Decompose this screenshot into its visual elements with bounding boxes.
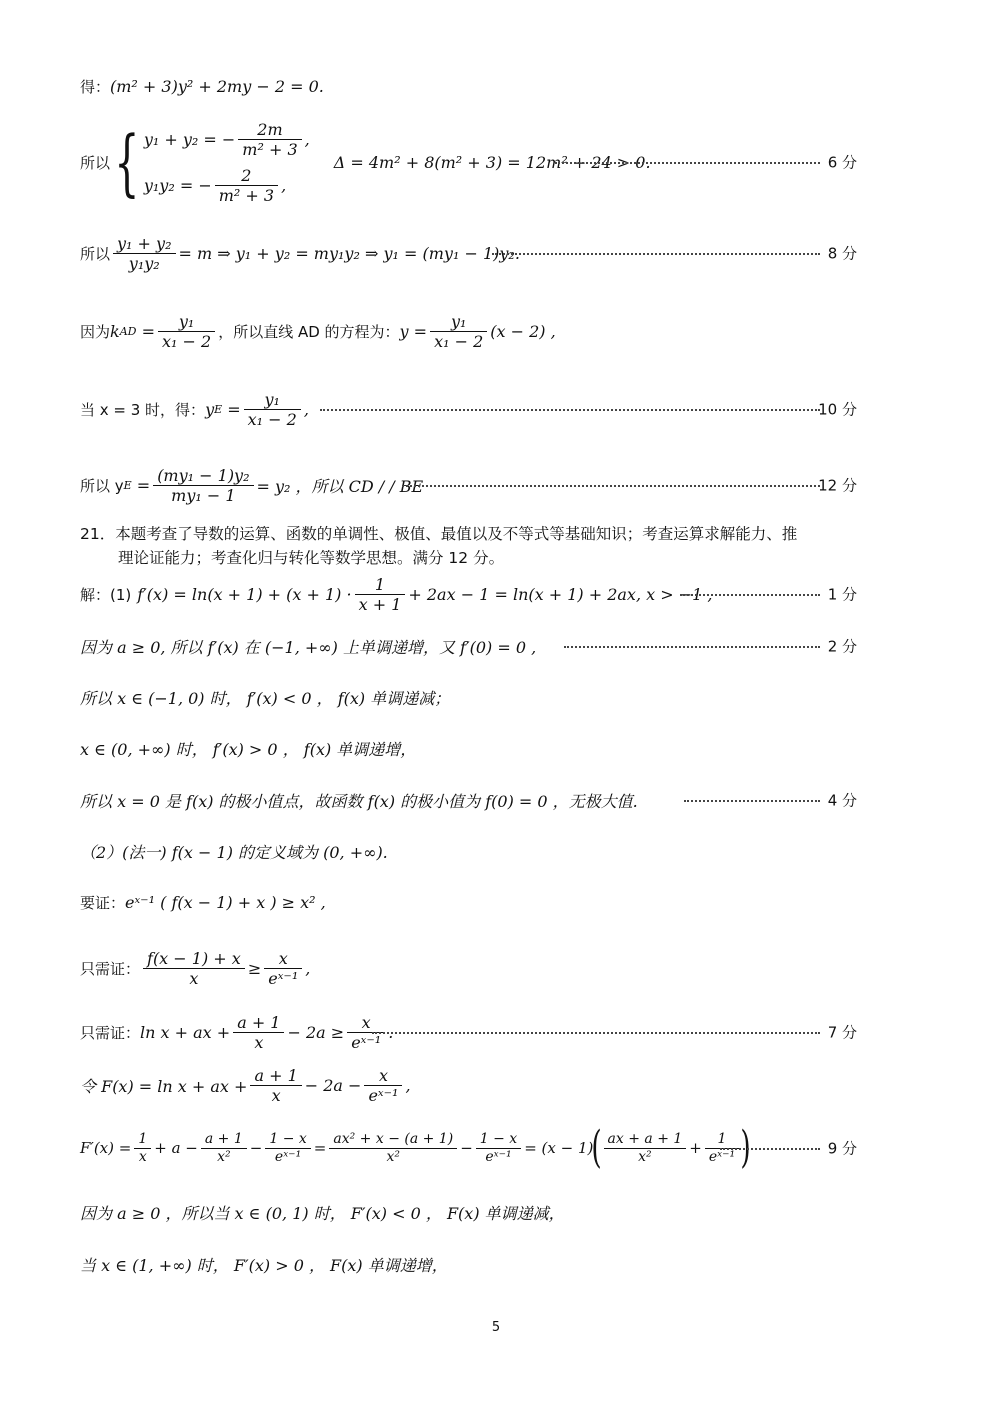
slope-subscript: AD: [119, 324, 137, 338]
right-paren: ): [740, 1122, 751, 1173]
slope-symbol: k: [110, 321, 120, 341]
equation: −: [460, 1139, 473, 1157]
statement: x ∈ (0, +∞) 时， f′(x) > 0 ， f(x) 单调递增，: [80, 739, 417, 759]
score-label: 9 分: [827, 1139, 857, 1158]
left-brace: {: [114, 120, 140, 204]
denominator: eˣ⁻¹: [368, 1085, 399, 1105]
score-label: 6 分: [827, 153, 857, 172]
numerator: ax² + x − (a + 1): [329, 1131, 457, 1149]
solution-line-2: [80, 626, 992, 666]
denominator: x²: [638, 1148, 652, 1165]
solution-line-13: [80, 1244, 992, 1284]
numerator: x: [264, 949, 302, 969]
equation: ln x + ax +: [140, 1022, 231, 1042]
text: 所以: [80, 244, 111, 263]
equation: −: [249, 1139, 263, 1157]
numerator: y₁: [244, 390, 301, 410]
denominator: x: [189, 968, 199, 988]
fraction: [143, 949, 245, 988]
solution-line-4: [80, 728, 992, 768]
numerator: 2m: [238, 120, 301, 140]
eq-line-2-system: [80, 112, 992, 212]
y-symbol: y: [205, 399, 215, 419]
solution-line-1: [80, 570, 992, 618]
denominator: y₁y₂: [128, 253, 160, 273]
fraction: [364, 1066, 402, 1105]
statement: eˣ⁻¹ ( f(x − 1) + x ) ≥ x² ,: [125, 892, 326, 912]
numerator: 2: [215, 166, 278, 186]
statement: （2）(法一) f(x − 1) 的定义域为 (0, +∞).: [80, 842, 388, 862]
equation: + a −: [154, 1139, 198, 1157]
equation: F′(x) =: [80, 1139, 132, 1157]
description-line: 理论证能力；考查化归与转化等数学思想。满分 12 分。: [118, 549, 505, 567]
fraction: [158, 312, 215, 351]
statement: 因为 a ≥ 0 ，所以当 x ∈ (0, 1) 时， F′(x) < 0 ， F(x) 单调递减，: [80, 1203, 565, 1223]
problem-21-description: [80, 522, 880, 570]
equation: (m² + 3)y² + 2my − 2 = 0.: [110, 76, 324, 96]
numerator: 1: [705, 1131, 739, 1149]
sum-lhs: y₁ + y₂ = −: [143, 129, 236, 149]
score-label: 12 分: [818, 476, 857, 495]
score-label: 4 分: [827, 791, 857, 810]
equation-system: y₁ + y₂ = − $\frac{2m}{\text{m² + 3}}$ , y₁y₂ = − $\frac{2}{\text{m² + 3}}$ ,: [143, 119, 310, 205]
score-label: 1 分: [827, 585, 857, 604]
denominator: x²: [217, 1148, 231, 1165]
page-number: 5: [491, 1320, 501, 1335]
denominator: x: [254, 1032, 264, 1052]
denominator: x₁ − 2: [161, 331, 212, 351]
solution-line-9: [80, 1007, 992, 1057]
denominator: m² + 3: [242, 139, 298, 159]
eq-line-3: [80, 228, 992, 278]
eq-line-5: 当 x = 3 时，得： y E = $\frac{\text{y₁}}{\text{x₁ − 2}}$ , 10 分: [80, 389, 857, 429]
y-subscript: E: [123, 478, 132, 492]
text: 所以 y: [80, 476, 124, 495]
numerator: x: [364, 1066, 402, 1086]
equation: − 2a −: [304, 1075, 362, 1095]
equation: = (x − 1): [524, 1139, 594, 1157]
solution-line-6: [80, 831, 992, 871]
numerator: ax + a + 1: [604, 1131, 687, 1149]
text: 得：: [80, 77, 111, 96]
denominator: x²: [386, 1148, 401, 1165]
numerator: 1: [134, 1131, 151, 1149]
description-line: 21．本题考查了导数的运算、函数的单调性、极值、最值以及不等式等基础知识；考查运算求解能力、推: [80, 525, 798, 543]
numerator: 1 − x: [476, 1131, 521, 1149]
text: 解：(1): [80, 585, 132, 604]
score-label: 8 分: [827, 244, 857, 263]
numerator: 1: [355, 575, 406, 595]
left-paren: (: [591, 1122, 603, 1173]
numerator: a + 1: [250, 1066, 301, 1086]
equation-tail: = y₂ ，所以 CD / / BE: [256, 476, 424, 496]
equation-tail: .: [388, 1022, 394, 1042]
text: 所以: [80, 153, 111, 172]
fraction: [430, 312, 487, 351]
equation: − 2a ≥: [287, 1022, 345, 1042]
numerator: 1 − x: [265, 1131, 310, 1149]
statement: 因为 a ≥ 0, 所以 f′(x) 在 (−1, +∞) 上单调递增，又 f′(0) = 0 ,: [80, 637, 537, 657]
denominator: x: [271, 1085, 281, 1105]
equation-lhs: y =: [399, 321, 428, 341]
equation-tail: ,: [405, 1075, 411, 1095]
denominator: x₁ − 2: [247, 409, 297, 429]
equation: f′(x) = ln(x + 1) + (x + 1) ·: [137, 584, 352, 604]
solution-line-7: [80, 882, 992, 922]
equation: 令 F(x) = ln x + ax +: [80, 1076, 248, 1096]
fraction: [250, 1066, 301, 1105]
numerator: y₁ + y₂: [113, 234, 175, 254]
text: 只需证：: [80, 1023, 141, 1042]
equation-tail: (x − 2) ,: [490, 321, 556, 341]
denominator: eˣ⁻¹: [485, 1148, 512, 1165]
eq-line-1: [80, 66, 992, 106]
numerator: y₁: [430, 312, 487, 332]
equation-tail: ,: [305, 958, 311, 978]
denominator: eˣ⁻¹: [268, 968, 299, 988]
denominator: eˣ⁻¹: [274, 1148, 302, 1165]
denominator: eˣ⁻¹: [351, 1032, 382, 1052]
solution-line-3: [80, 677, 992, 717]
solution-line-10: [80, 1060, 992, 1110]
numerator: x: [347, 1013, 385, 1033]
statement: 当 x ∈ (1, +∞) 时， F′(x) > 0 ， F(x) 单调递增，: [80, 1255, 448, 1275]
numerator: (my₁ − 1)y₂: [153, 466, 253, 486]
eq-line-4: 因为 k AD = $\frac{\text{y₁}}{\text{x₁ − 2}}$ ，所以直线 AD 的方程为： y = $\frac{\text{y₁}}{\text{x₁ − 2}}$ (x − 2) ,: [80, 311, 556, 351]
denominator: x + 1: [358, 594, 402, 614]
score-label: 7 分: [827, 1023, 857, 1042]
text: ，所以直线 AD 的方程为：: [218, 322, 400, 341]
denominator: x₁ − 2: [434, 331, 484, 351]
denominator: x: [138, 1148, 147, 1165]
score-label: 2 分: [827, 637, 857, 656]
delta-equation: Δ = 4m² + 8(m² + 3) = 12m² + 24 > 0.: [333, 152, 651, 172]
equation: = m ⇒ y₁ + y₂ = my₁y₂ ⇒ y₁ = (my₁ − 1)y₂.: [178, 243, 520, 263]
fraction: [264, 949, 302, 988]
eq-line-6: 所以 y E = $\frac{\text{(my₁ − 1)y₂}}{\text{my₁ − 1}}$ = y₂ ，所以 CD / / BE 12 分: [80, 465, 857, 505]
solution-line-8: [80, 942, 992, 994]
solution-line-5: [80, 780, 992, 820]
solution-line-11: [80, 1122, 992, 1174]
denominator: eˣ⁻¹: [708, 1148, 736, 1165]
equation: + 2ax − 1 = ln(x + 1) + 2ax, x > −1 ,: [408, 584, 713, 604]
numerator: a + 1: [233, 1013, 284, 1033]
score-label: 10 分: [818, 400, 857, 419]
text: 只需证：: [80, 959, 141, 978]
numerator: f(x − 1) + x: [143, 949, 245, 969]
equation: =: [313, 1139, 327, 1157]
relation: ≥: [247, 958, 262, 978]
text: 要证：: [80, 893, 126, 912]
y-subscript: E: [214, 402, 223, 416]
text: 因为: [80, 322, 111, 341]
equation: +: [689, 1139, 702, 1157]
equation-tail: ,: [303, 399, 309, 419]
prod-lhs: y₁y₂ = −: [143, 175, 212, 195]
solution-line-12: [80, 1192, 992, 1232]
denominator: my₁ − 1: [171, 485, 236, 505]
denominator: m² + 3: [218, 185, 275, 205]
statement: 所以 x = 0 是 f(x) 的极小值点，故函数 f(x) 的极小值为 f(0) = 0 ，无极大值.: [80, 791, 638, 811]
text: 当 x = 3 时，得：: [80, 400, 206, 419]
numerator: a + 1: [201, 1131, 247, 1149]
numerator: y₁: [158, 312, 215, 332]
statement: 所以 x ∈ (−1, 0) 时， f′(x) < 0 ， f(x) 单调递减；: [80, 688, 451, 708]
